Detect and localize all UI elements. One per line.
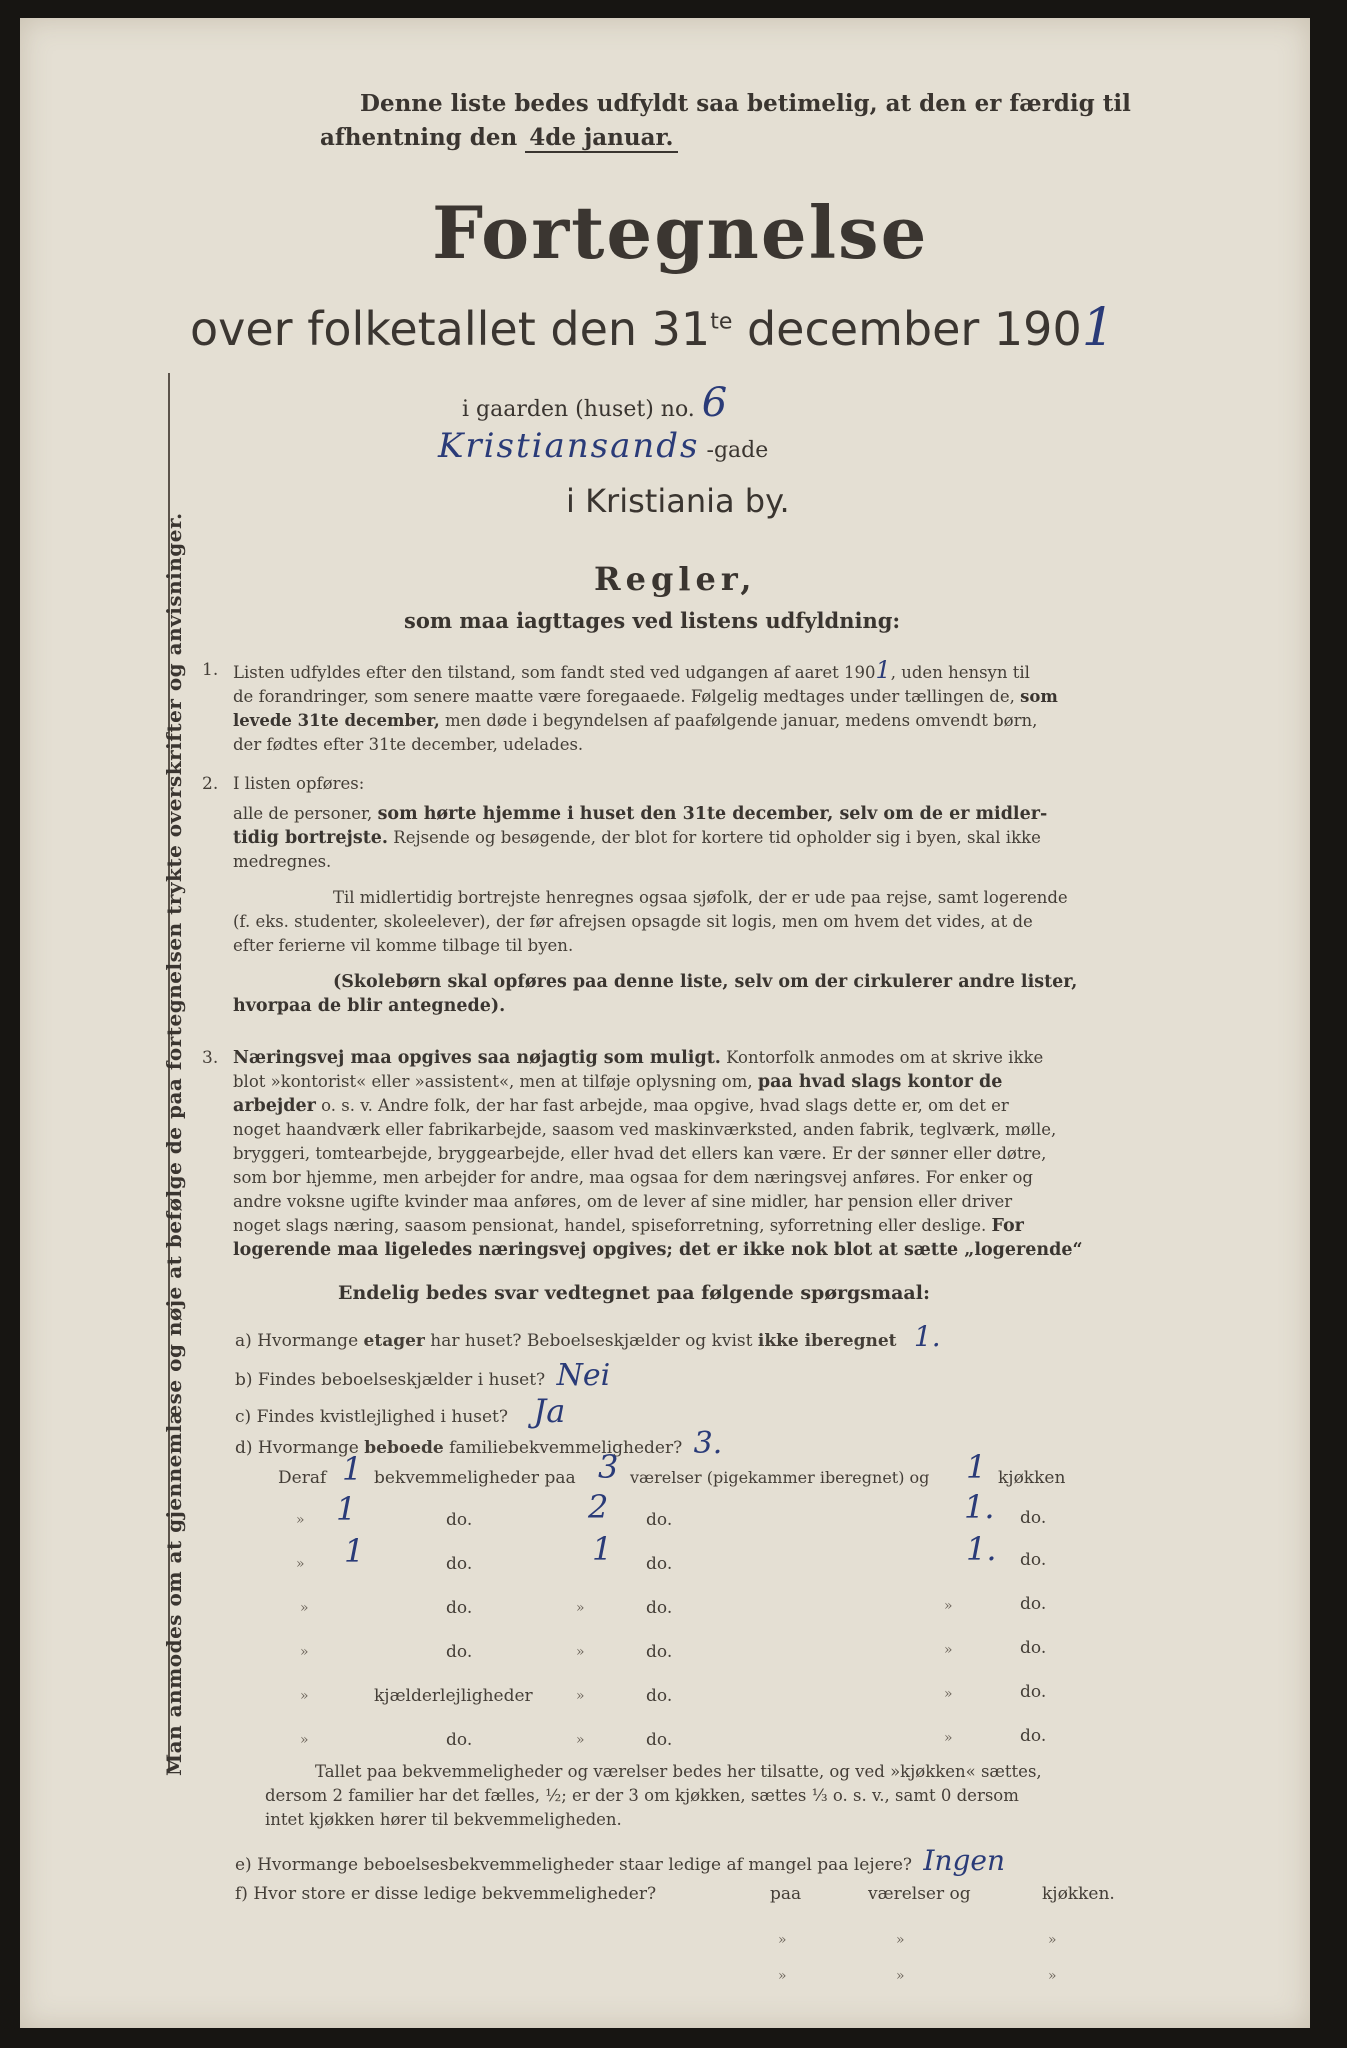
house-number-handwritten: 6	[701, 380, 728, 426]
table-row-7-mark-2: »	[576, 1732, 585, 1748]
question-a-text-2: har huset? Beboelseskjælder og kvist	[430, 1331, 753, 1351]
question-c-answer-handwritten: Ja	[533, 1392, 566, 1430]
rule-2-number: 2.	[202, 774, 219, 794]
rule-3-line-1-bold: Næringsvej maa opgives saa nøjagtig som muligt.	[233, 1048, 721, 1068]
question-d-answer-handwritten: 3.	[693, 1426, 723, 1461]
table-row-6-do-2: do.	[646, 1686, 673, 1706]
rule-1-line-1: Listen udfyldes efter den tilstand, som fandt sted ved udgangen af aaret 190	[233, 663, 876, 682]
subtitle-sup: te	[710, 309, 733, 335]
table-row-3-kitchen: 1.	[966, 1530, 997, 1568]
table-row-6-mark: »	[300, 1688, 309, 1704]
question-f-vaer: værelser og	[868, 1884, 971, 1904]
question-b-label: b)	[235, 1370, 253, 1390]
rule-3-line-4: noget haandværk eller fabrikarbejde, saasom ved maskinværksted, anden fabrik, teglværk, mølle,	[233, 1120, 1057, 1139]
question-e-text: Hvormange beboelsesbekvemmeligheder staar ledige af mangel paa lejere?	[257, 1855, 912, 1875]
table-note	[265, 1760, 1165, 1832]
question-f-label: f)	[235, 1884, 248, 1904]
table-row-2-do-1: do.	[446, 1510, 473, 1530]
notice-prefix: afhentning den	[320, 124, 518, 151]
table-row-6-do-3: do.	[1020, 1682, 1047, 1702]
rule-1-line-3-bold: levede 31te december,	[233, 711, 440, 730]
table-row-4-mark-2: »	[576, 1600, 585, 1616]
table-row-7-do-1: do.	[446, 1730, 473, 1750]
question-b-answer-handwritten: Nei	[556, 1358, 611, 1393]
table-row-2-kitchen: 1.	[964, 1488, 995, 1526]
question-f-paa: paa	[770, 1884, 802, 1904]
question-f-kjokken: kjøkken.	[1042, 1884, 1115, 1904]
question-d-text-bold: beboede	[364, 1438, 444, 1458]
gaarden-line	[462, 380, 727, 426]
table-row-5-mark: »	[300, 1644, 309, 1660]
question-c-label: c)	[235, 1407, 252, 1427]
rules-heading: Regler,	[594, 560, 757, 598]
question-d-text-1: Hvormange	[257, 1438, 359, 1458]
question-a-text-bold-1: etager	[363, 1331, 425, 1351]
rule-2-line-2: alle de personer,	[233, 804, 373, 823]
subtitle-suffix: december 190	[746, 302, 1082, 356]
question-f-mark-1: »	[778, 1932, 787, 1948]
table-row-5-mark-3: »	[944, 1642, 953, 1658]
subtitle-prefix: over folketallet den 31	[190, 302, 711, 356]
table-row-3-mark: »	[296, 1556, 305, 1572]
table-row-7-mark-3: »	[944, 1730, 953, 1746]
question-b	[235, 1358, 610, 1393]
rule-2-text	[233, 772, 1163, 1018]
table-row-2-mark: »	[296, 1512, 305, 1528]
table-row-2-count: 1	[336, 1490, 357, 1528]
subtitle-year-handwritten: 1	[1081, 298, 1115, 358]
rule-1-line-4: der fødtes efter 31te december, udelades.	[233, 735, 584, 754]
census-form-page	[20, 18, 1310, 2028]
rule-2-para-2-line-2: (f. eks. studenter, skoleelever), der før afrejsen opsagde sit logis, men om hvem det vides, at de	[233, 912, 1033, 931]
table-row-4-do-3: do.	[1020, 1594, 1047, 1614]
question-e-label: e)	[235, 1855, 252, 1875]
question-f-mark-5: »	[896, 1968, 905, 1984]
question-d-label: d)	[235, 1438, 253, 1458]
question-f-mark-3: »	[1048, 1932, 1057, 1948]
table-row-6-mark-3: »	[944, 1686, 953, 1702]
rule-3-line-3: o. s. v. Andre folk, der har fast arbejde, maa opgive, hvad slags dette er, om det er	[321, 1096, 1009, 1115]
question-a-text-bold-2: ikke iberegnet	[757, 1331, 897, 1351]
table-row-4-mark-3: »	[944, 1598, 953, 1614]
question-d	[235, 1426, 722, 1461]
gade-label: -gade	[706, 438, 769, 463]
rule-3-number: 3.	[202, 1048, 219, 1068]
rule-3-line-8-bold: For	[991, 1216, 1024, 1236]
table-kjokken-label: kjøkken	[998, 1468, 1066, 1488]
rule-2-line-3-bold: tidig bortrejste.	[233, 828, 389, 848]
rule-2-para-2-line-3: efter ferierne vil komme tilbage til byen.	[233, 936, 574, 955]
table-row-7-do-3: do.	[1020, 1726, 1047, 1746]
rule-2-line-2-bold: som hørte hjemme i huset den 31te december, selv om de er midler-	[377, 804, 1048, 824]
question-c-text: Findes kvistlejlighed i huset?	[256, 1407, 509, 1427]
street-name-handwritten: Kristiansands	[438, 426, 700, 466]
table-row-7-do-2: do.	[646, 1730, 673, 1750]
question-d-text-2: familiebekvemmeligheder?	[449, 1438, 683, 1458]
page-subtitle	[190, 298, 1115, 358]
table-row-2-do-2: do.	[646, 1510, 673, 1530]
table-row-1-rooms: 3	[598, 1448, 619, 1486]
notice-line-1: Denne liste bedes udfyldt saa betimelig, at den er færdig til	[360, 90, 1131, 117]
question-f-text: Hvor store er disse ledige bekvemmeligheder?	[253, 1884, 657, 1904]
question-c	[235, 1392, 565, 1430]
table-row-3-rooms: 1	[592, 1530, 613, 1568]
table-row-1-count: 1	[342, 1450, 363, 1488]
table-bekv-label: bekvemmeligheder paa	[374, 1468, 576, 1488]
rule-3-line-9-bold: logerende maa ligeledes næringsvej opgives; det er ikke nok blot at sætte „logerende“	[233, 1240, 1083, 1260]
table-row-1-kitchen: 1	[966, 1448, 987, 1486]
gaarden-label: i gaarden (huset) no.	[462, 397, 695, 422]
rule-2-line-1: I listen opføres:	[233, 774, 365, 793]
question-a-label: a)	[235, 1331, 252, 1351]
table-row-5-do-2: do.	[646, 1642, 673, 1662]
table-row-4-do-2: do.	[646, 1598, 673, 1618]
rule-3-line-8: noget slags næring, saasom pensionat, handel, spiseforretning, syforretning eller deslige.	[233, 1216, 987, 1235]
question-a-text-1: Hvormange	[257, 1331, 359, 1351]
question-b-text: Findes beboelseskjælder i huset?	[257, 1370, 546, 1390]
rule-1-year-handwritten: 1	[875, 656, 891, 684]
page-title: Fortegnelse	[432, 190, 929, 275]
rule-1-line-2-bold: som	[1020, 687, 1058, 706]
table-row-5-do-1: do.	[446, 1642, 473, 1662]
table-row-5-do-3: do.	[1020, 1638, 1047, 1658]
rule-1-line-1b: , uden hensyn til	[890, 663, 1030, 682]
table-note-line-3: intet kjøkken hører til bekvemmeligheden.	[265, 1810, 622, 1829]
table-row-7-mark: »	[300, 1732, 309, 1748]
table-row-6-mark-2: »	[576, 1688, 585, 1704]
rule-1-line-3: men døde i begyndelsen af paafølgende januar, medens omvendt børn,	[445, 711, 1038, 730]
rule-3-line-7: andre voksne ugifte kvinder maa anføres, om de lever af sine midler, har pension eller driver	[233, 1192, 1013, 1211]
margin-instruction-text: Man anmodes om at gjennemlæse og nøje at befølge de paa fortegnelsen trykte overskrifter og anvisninger.	[162, 512, 186, 1776]
rule-2-para-2-line-1: Til midlertidig bortrejste henregnes ogsaa sjøfolk, der er ude paa rejse, samt logerende	[333, 888, 1068, 907]
table-row-4-mark: »	[300, 1600, 309, 1616]
questions-heading: Endelig bedes svar vedtegnet paa følgende spørgsmaal:	[338, 1282, 930, 1304]
rules-subheading: som maa iagttages ved listens udfyldning:	[404, 608, 901, 633]
rule-3-line-3-bold: arbejder	[233, 1096, 316, 1116]
table-row-3-do-3: do.	[1020, 1550, 1047, 1570]
question-a	[235, 1320, 941, 1353]
table-note-line-1: Tallet paa bekvemmeligheder og værelser bedes her tilsatte, og ved »kjøkken« sættes,	[315, 1762, 1042, 1781]
rule-2-para-3-line-2: hvorpaa de blir antegnede).	[233, 996, 506, 1016]
street-line	[438, 426, 768, 466]
table-row-4-do-1: do.	[446, 1598, 473, 1618]
question-f-mark-2: »	[896, 1932, 905, 1948]
table-row-2-rooms: 2	[588, 1488, 609, 1526]
rule-1-number: 1.	[202, 660, 219, 680]
rule-3-line-5: bryggeri, tomtearbejde, bryggearbejde, eller hvad det ellers kan være. Er der sønner eller døtre,	[233, 1144, 1047, 1163]
rule-3-line-2-bold: paa hvad slags kontor de	[757, 1072, 1003, 1092]
table-row-6-kjaelder: kjælderlejligheder	[374, 1686, 533, 1706]
rule-2-para-3-line-1: (Skolebørn skal opføres paa denne liste, selv om der cirkulerer andre lister,	[333, 972, 1078, 992]
table-row-2-do-3: do.	[1020, 1508, 1047, 1528]
notice-date: 4de januar.	[525, 124, 677, 153]
rule-1-text	[233, 658, 1163, 757]
question-a-answer-handwritten: 1.	[913, 1320, 941, 1353]
rule-3-line-2: blot »kontorist« eller »assistent«, men at tilføje oplysning om,	[233, 1072, 753, 1091]
notice-line-2	[320, 124, 678, 151]
table-vaer-label: værelser (pigekammer iberegnet) og	[630, 1468, 930, 1487]
table-row-3-count: 1	[344, 1532, 365, 1570]
table-row-3-do-1: do.	[446, 1554, 473, 1574]
rule-2-line-4: medregnes.	[233, 852, 332, 871]
table-deraf: Deraf	[278, 1468, 327, 1488]
table-row-3-do-2: do.	[646, 1554, 673, 1574]
question-e	[235, 1844, 1005, 1877]
rule-3-text	[233, 1046, 1163, 1262]
rule-3-line-6: som bor hjemme, men arbejder for andre, maa ogsaa for dem næringsvej anføres. For enker og	[233, 1168, 1033, 1187]
question-f	[235, 1884, 656, 1904]
rule-2-line-3: Rejsende og besøgende, der blot for kortere tid opholder sig i byen, skal ikke	[393, 828, 1041, 847]
table-note-line-2: dersom 2 familier har det fælles, ½; er der 3 om kjøkken, sættes ⅓ o. s. v., samt 0 dersom	[265, 1786, 1019, 1805]
question-e-answer-handwritten: Ingen	[923, 1844, 1006, 1877]
table-row-5-mark-2: »	[576, 1644, 585, 1660]
question-f-mark-6: »	[1048, 1968, 1057, 1984]
question-f-mark-4: »	[778, 1968, 787, 1984]
rule-1-line-2: de forandringer, som senere maatte være foregaaede. Følgelig medtages under tællingen de,	[233, 687, 1015, 706]
city-line: i Kristiania by.	[566, 482, 790, 520]
rule-3-line-1: Kontorfolk anmodes om at skrive ikke	[726, 1048, 1044, 1067]
